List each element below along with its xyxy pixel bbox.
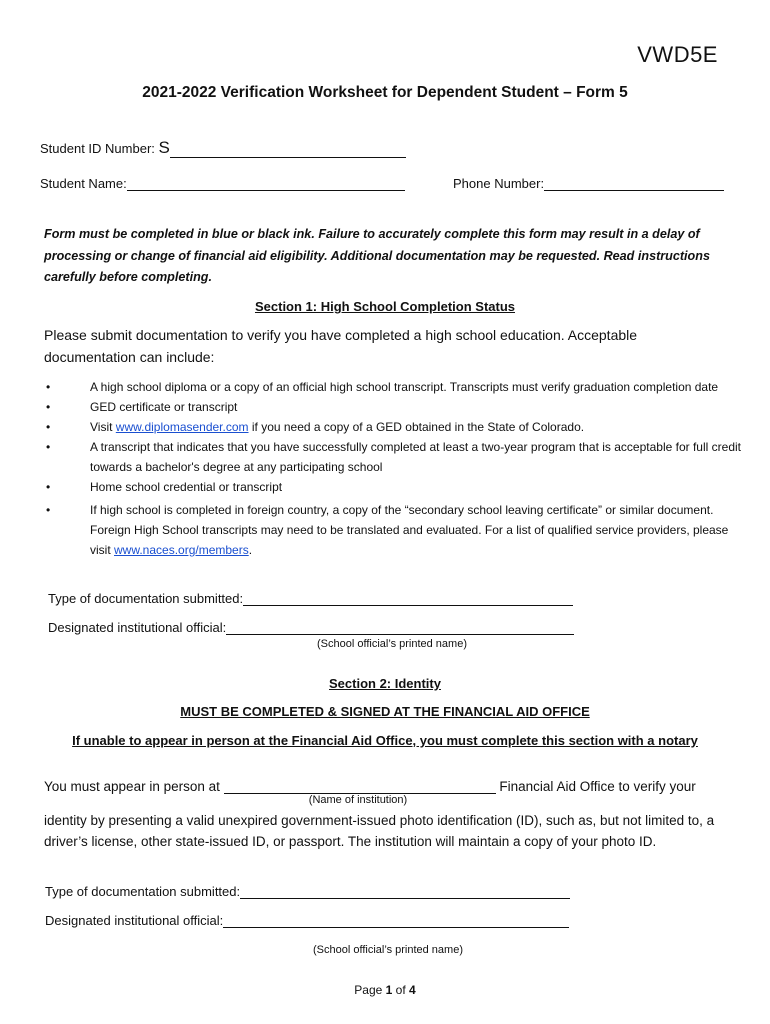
foreign-suffix: . [248, 543, 253, 557]
list-item: • A high school diploma or a copy of an official high school transcript. Transcripts must verify graduation completion date [44, 377, 744, 397]
identity-instructions: identity by presenting a valid unexpired government-issued photo identification (ID), such as, but not limited to, a driver’s license, other state-issued ID, or passport. The institution will maintain a copy of your photo ID. [44, 813, 715, 849]
s1-doc-type-field[interactable] [243, 591, 573, 606]
s1-official-label: Designated institutional official: [48, 620, 227, 635]
student-name-field[interactable] [127, 176, 405, 191]
student-id-field[interactable] [170, 142, 406, 158]
page-word: Page [354, 983, 383, 997]
s1-official-caption: (School official’s printed name) [316, 638, 467, 650]
list-item [44, 500, 744, 560]
s1-doc-type-label: Type of documentation submitted: [48, 591, 244, 606]
appear-prefix: You must appear in person at [44, 779, 220, 794]
phone-label: Phone Number: [453, 176, 545, 191]
page-current: 1 [385, 983, 393, 997]
institution-field[interactable] [224, 779, 496, 794]
appear-suffix: Financial Aid Office to verify your [499, 779, 696, 794]
s1-doc-type-row [48, 591, 573, 606]
section1-heading: Section 1: High School Completion Status [254, 299, 515, 314]
s2-official-label: Designated institutional official: [45, 913, 224, 928]
diplomasender-link[interactable]: www.diplomasender.com [115, 420, 249, 434]
ink-notice: Form must be completed in blue or black ink. Failure to accurately complete this form may result in a delay of processing or change of financial aid eligibility. Additional documentation may be requested. Read instructions carefully before completing. [44, 227, 710, 284]
page-total: 4 [409, 983, 416, 997]
list-item: • Home school credential or transcript [44, 477, 744, 497]
s2-official-field[interactable] [223, 913, 569, 928]
student-name-label: Student Name: [40, 176, 127, 191]
s2-official-caption: (School official’s printed name) [312, 944, 463, 956]
visit-prefix: Visit [90, 420, 116, 434]
student-id-row [40, 138, 406, 158]
s2-doc-type-field[interactable] [240, 884, 570, 899]
page-number [0, 983, 770, 997]
list-item: • A transcript that indicates that you have successfully completed at least a two-year program that is acceptable for full credit towards a bachelor's degree at any participating school [44, 437, 744, 477]
phone-field[interactable] [544, 176, 724, 191]
section1-intro: Please submit documentation to verify you have completed a high school education. Acceptable documentation can include: [44, 327, 638, 365]
form-code: VWD5E [637, 42, 718, 67]
naces-link[interactable]: www.naces.org/members [114, 543, 249, 557]
page-title: 2021-2022 Verification Worksheet for Dependent Student – Form 5 [142, 84, 628, 101]
list-item: • GED certificate or transcript [44, 397, 744, 417]
institution-caption: (Name of institution) [308, 794, 408, 806]
list-item [44, 417, 744, 437]
phone-row [453, 176, 724, 191]
page-of: of [395, 983, 406, 997]
must-complete-line: MUST BE COMPLETED & SIGNED AT THE FINANCIAL AID OFFICE [180, 704, 590, 719]
section2-heading: Section 2: Identity [329, 676, 441, 691]
s2-official-row [45, 913, 569, 928]
s2-doc-type-label: Type of documentation submitted: [45, 884, 241, 899]
foreign-text: If high school is completed in foreign country, a copy of the “secondary school leaving certificate” or similar document. Foreign High School transcripts may need to be translated and evaluated. For a list of qualified service providers, please visit [90, 503, 729, 557]
student-id-label: Student ID Number: [40, 141, 155, 156]
student-name-row [40, 176, 405, 191]
student-id-prefix: S [158, 138, 170, 157]
acceptable-docs-list [44, 377, 744, 560]
s1-official-row [48, 620, 574, 635]
s2-doc-type-row [45, 884, 570, 899]
notary-line: If unable to appear in person at the Financial Aid Office, you must complete this section with a notary [72, 733, 698, 748]
appear-row [44, 779, 696, 794]
s1-official-field[interactable] [226, 620, 574, 635]
visit-suffix: if you need a copy of a GED obtained in the State of Colorado. [248, 420, 585, 434]
